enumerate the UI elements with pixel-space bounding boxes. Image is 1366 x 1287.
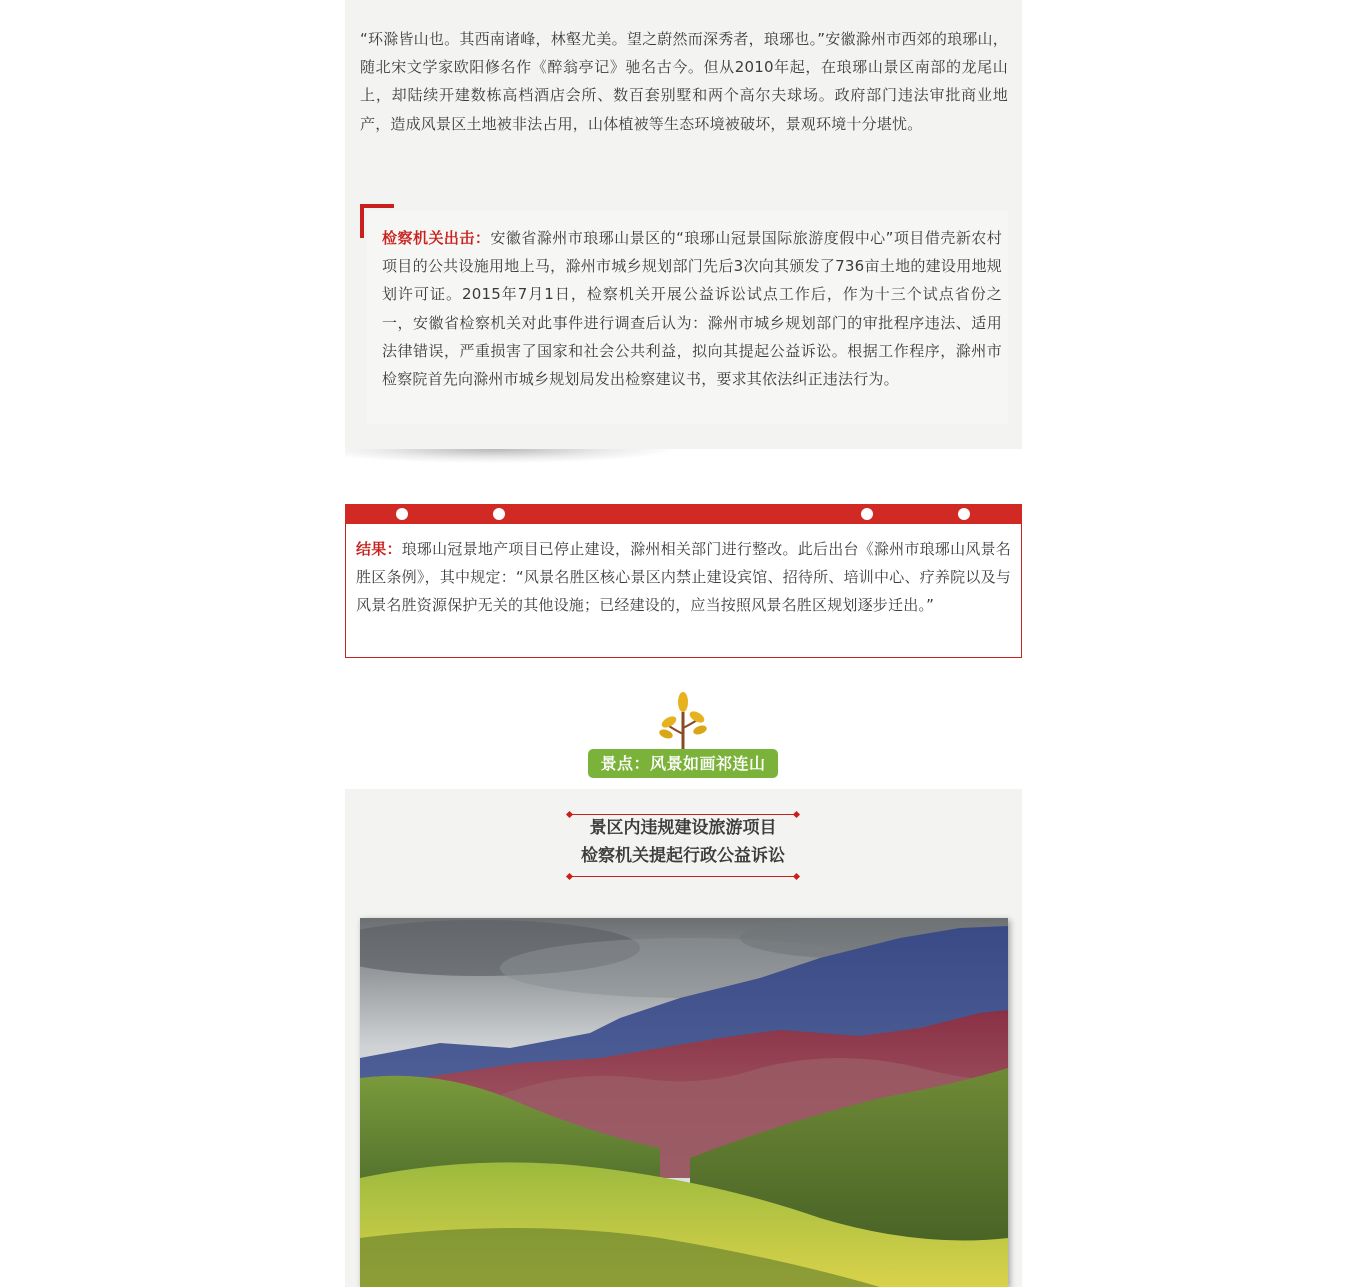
qilian-mountain-photo [360, 918, 1008, 1287]
case-title-line-2: 检察机关提起行政公益诉讼 [581, 846, 785, 866]
binder-hole-icon [493, 508, 505, 520]
intro-paragraph: “环滁皆山也。其西南诸峰，林壑尤美。望之蔚然而深秀者，琅琊也。”安徽滁州市西郊的琅琊山，随北宋文学家欧阳修名作《醉翁亭记》驰名古今。但从2010年起，在琅琊山景区南部的龙尾山上，却陆续开建数栋高档酒店会所、数百套别墅和两个高尔夫球场。政府部门违法审批商业地产，造成风景区土地被非法占用，山体植被等生态环境被破坏，景观环境十分堪忧。 [360, 30, 1008, 133]
procuratorate-action-lead: 检察机关出击： [382, 229, 491, 247]
procuratorate-action-paragraph [382, 224, 1002, 393]
case-title [569, 811, 797, 877]
result-paragraph [356, 535, 1011, 620]
scenic-badge: 景点：风景如画祁连山 [588, 749, 778, 778]
procuratorate-action-text: 安徽省滁州市琅琊山景区的“琅琊山冠景国际旅游度假中心”项目借壳新农村项目的公共设施用地上马，滁州市城乡规划部门先后3次向其颁发了736亩土地的建设用地规划许可证。2015年7月1日，检察机关开展公益诉讼试点工作后，作为十三个试点省份之一，安徽省检察机关对此事件进行调查后认为：滁州市城乡规划部门的审批程序违法、适用法律错误，严重损害了国家和社会公共利益，拟向其提起公益诉讼。根据工作程序，滁州市检察院首先向滁州市城乡规划局发出检察建议书，要求其依法纠正违法行为。 [382, 229, 1002, 389]
result-lead: 结果： [356, 540, 402, 558]
quote-panel [367, 210, 1008, 424]
case-title-line-1: 景区内违规建设旅游项目 [589, 818, 777, 838]
intro-section [345, 0, 1022, 449]
title-rule-bottom [569, 876, 797, 877]
procuratorate-action-box [360, 204, 1008, 424]
binder-hole-icon [861, 508, 873, 520]
corner-bracket-icon [360, 204, 394, 238]
case-section [345, 789, 1022, 1287]
binder-hole-icon [396, 508, 408, 520]
section-shadow [345, 449, 675, 463]
result-card [345, 504, 1022, 658]
binder-hole-icon [958, 508, 970, 520]
sprout-icon [655, 690, 711, 752]
result-text: 琅琊山冠景地产项目已停止建设，滁州相关部门进行整改。此后出台《滁州市琅琊山风景名胜区条例》，其中规定：“风景名胜区核心景区内禁止建设宾馆、招待所、培训中心、疗养院以及与风景名胜资源保护无关的其他设施；已经建设的，应当按照风景名胜区规划逐步迁出。” [356, 540, 1011, 615]
binder-bar [345, 504, 1022, 524]
